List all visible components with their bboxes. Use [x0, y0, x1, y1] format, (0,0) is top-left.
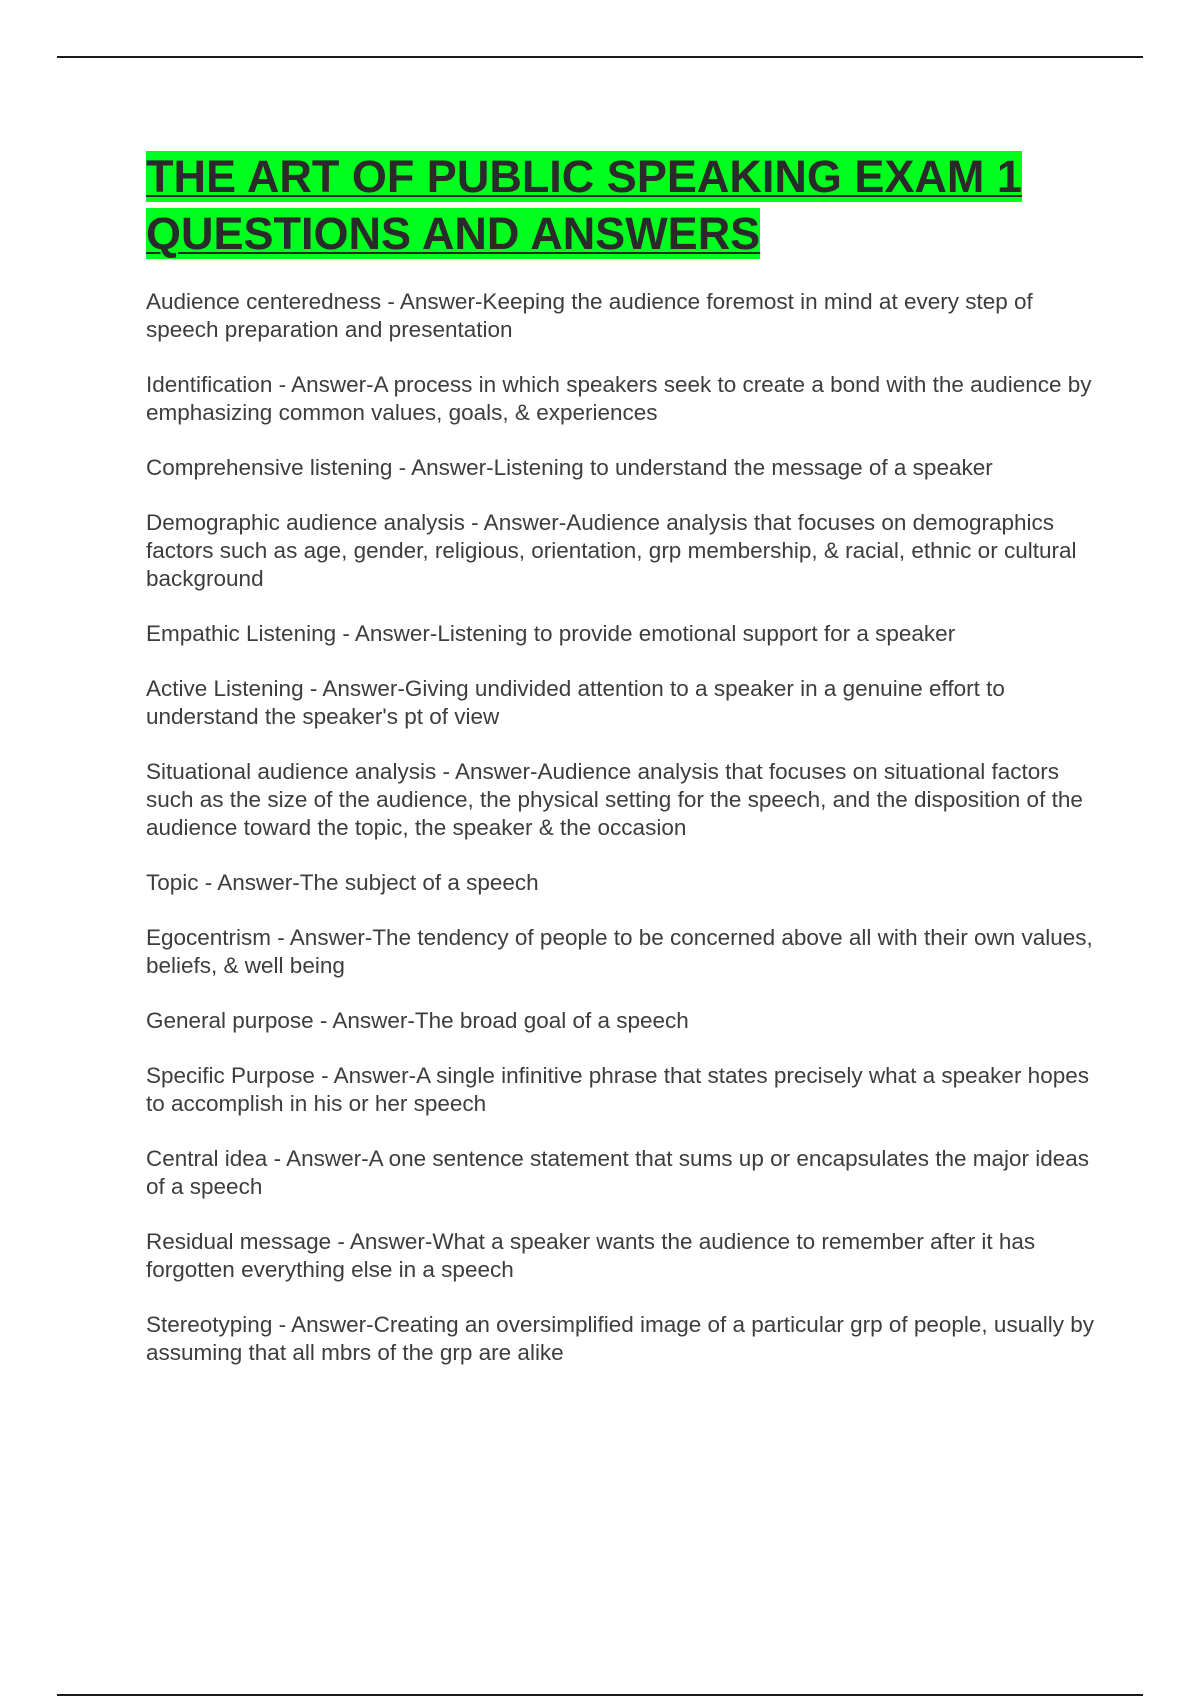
- bottom-divider: [57, 1694, 1143, 1696]
- qa-entry: Comprehensive listening - Answer-Listening to understand the message of a speaker: [146, 455, 993, 480]
- document-title-line-1: THE ART OF PUBLIC SPEAKING EXAM 1: [146, 151, 1022, 202]
- document-title-line-2: QUESTIONS AND ANSWERS: [146, 208, 761, 259]
- qa-list: [146, 288, 1096, 1367]
- qa-entry: Topic - Answer-The subject of a speech: [146, 870, 539, 895]
- qa-entry: Demographic audience analysis - Answer-Audience analysis that focuses on demographics factors such as age, gender, religious, orientation, grp membership, & racial, ethnic or cultural background: [146, 510, 1077, 591]
- qa-entry: Identification - Answer-A process in which speakers seek to create a bond with the audience by emphasizing common values, goals, & experiences: [146, 372, 1092, 425]
- qa-entry: Stereotyping - Answer-Creating an oversimplified image of a particular grp of people, usually by assuming that all mbrs of the grp are alike: [146, 1312, 1094, 1365]
- document-body: [146, 148, 1096, 1394]
- qa-entry: General purpose - Answer-The broad goal of a speech: [146, 1008, 689, 1033]
- qa-entry: Situational audience analysis - Answer-Audience analysis that focuses on situational factors such as the size of the audience, the physical setting for the speech, and the disposition of the audience toward the topic, the speaker & the occasion: [146, 759, 1083, 840]
- qa-entry: Active Listening - Answer-Giving undivided attention to a speaker in a genuine effort to understand the speaker's pt of view: [146, 676, 1005, 729]
- qa-entry: Empathic Listening - Answer-Listening to provide emotional support for a speaker: [146, 621, 956, 646]
- qa-entry: Egocentrism - Answer-The tendency of people to be concerned above all with their own values, beliefs, & well being: [146, 925, 1093, 978]
- qa-entry: Central idea - Answer-A one sentence statement that sums up or encapsulates the major ideas of a speech: [146, 1146, 1090, 1199]
- top-divider: [57, 56, 1143, 58]
- qa-entry: Residual message - Answer-What a speaker wants the audience to remember after it has forgotten everything else in a speech: [146, 1229, 1036, 1282]
- qa-entry: Audience centeredness - Answer-Keeping the audience foremost in mind at every step of speech preparation and presentation: [146, 289, 1033, 342]
- qa-entry: Specific Purpose - Answer-A single infinitive phrase that states precisely what a speaker hopes to accomplish in his or her speech: [146, 1063, 1089, 1116]
- document-title: [146, 148, 1096, 262]
